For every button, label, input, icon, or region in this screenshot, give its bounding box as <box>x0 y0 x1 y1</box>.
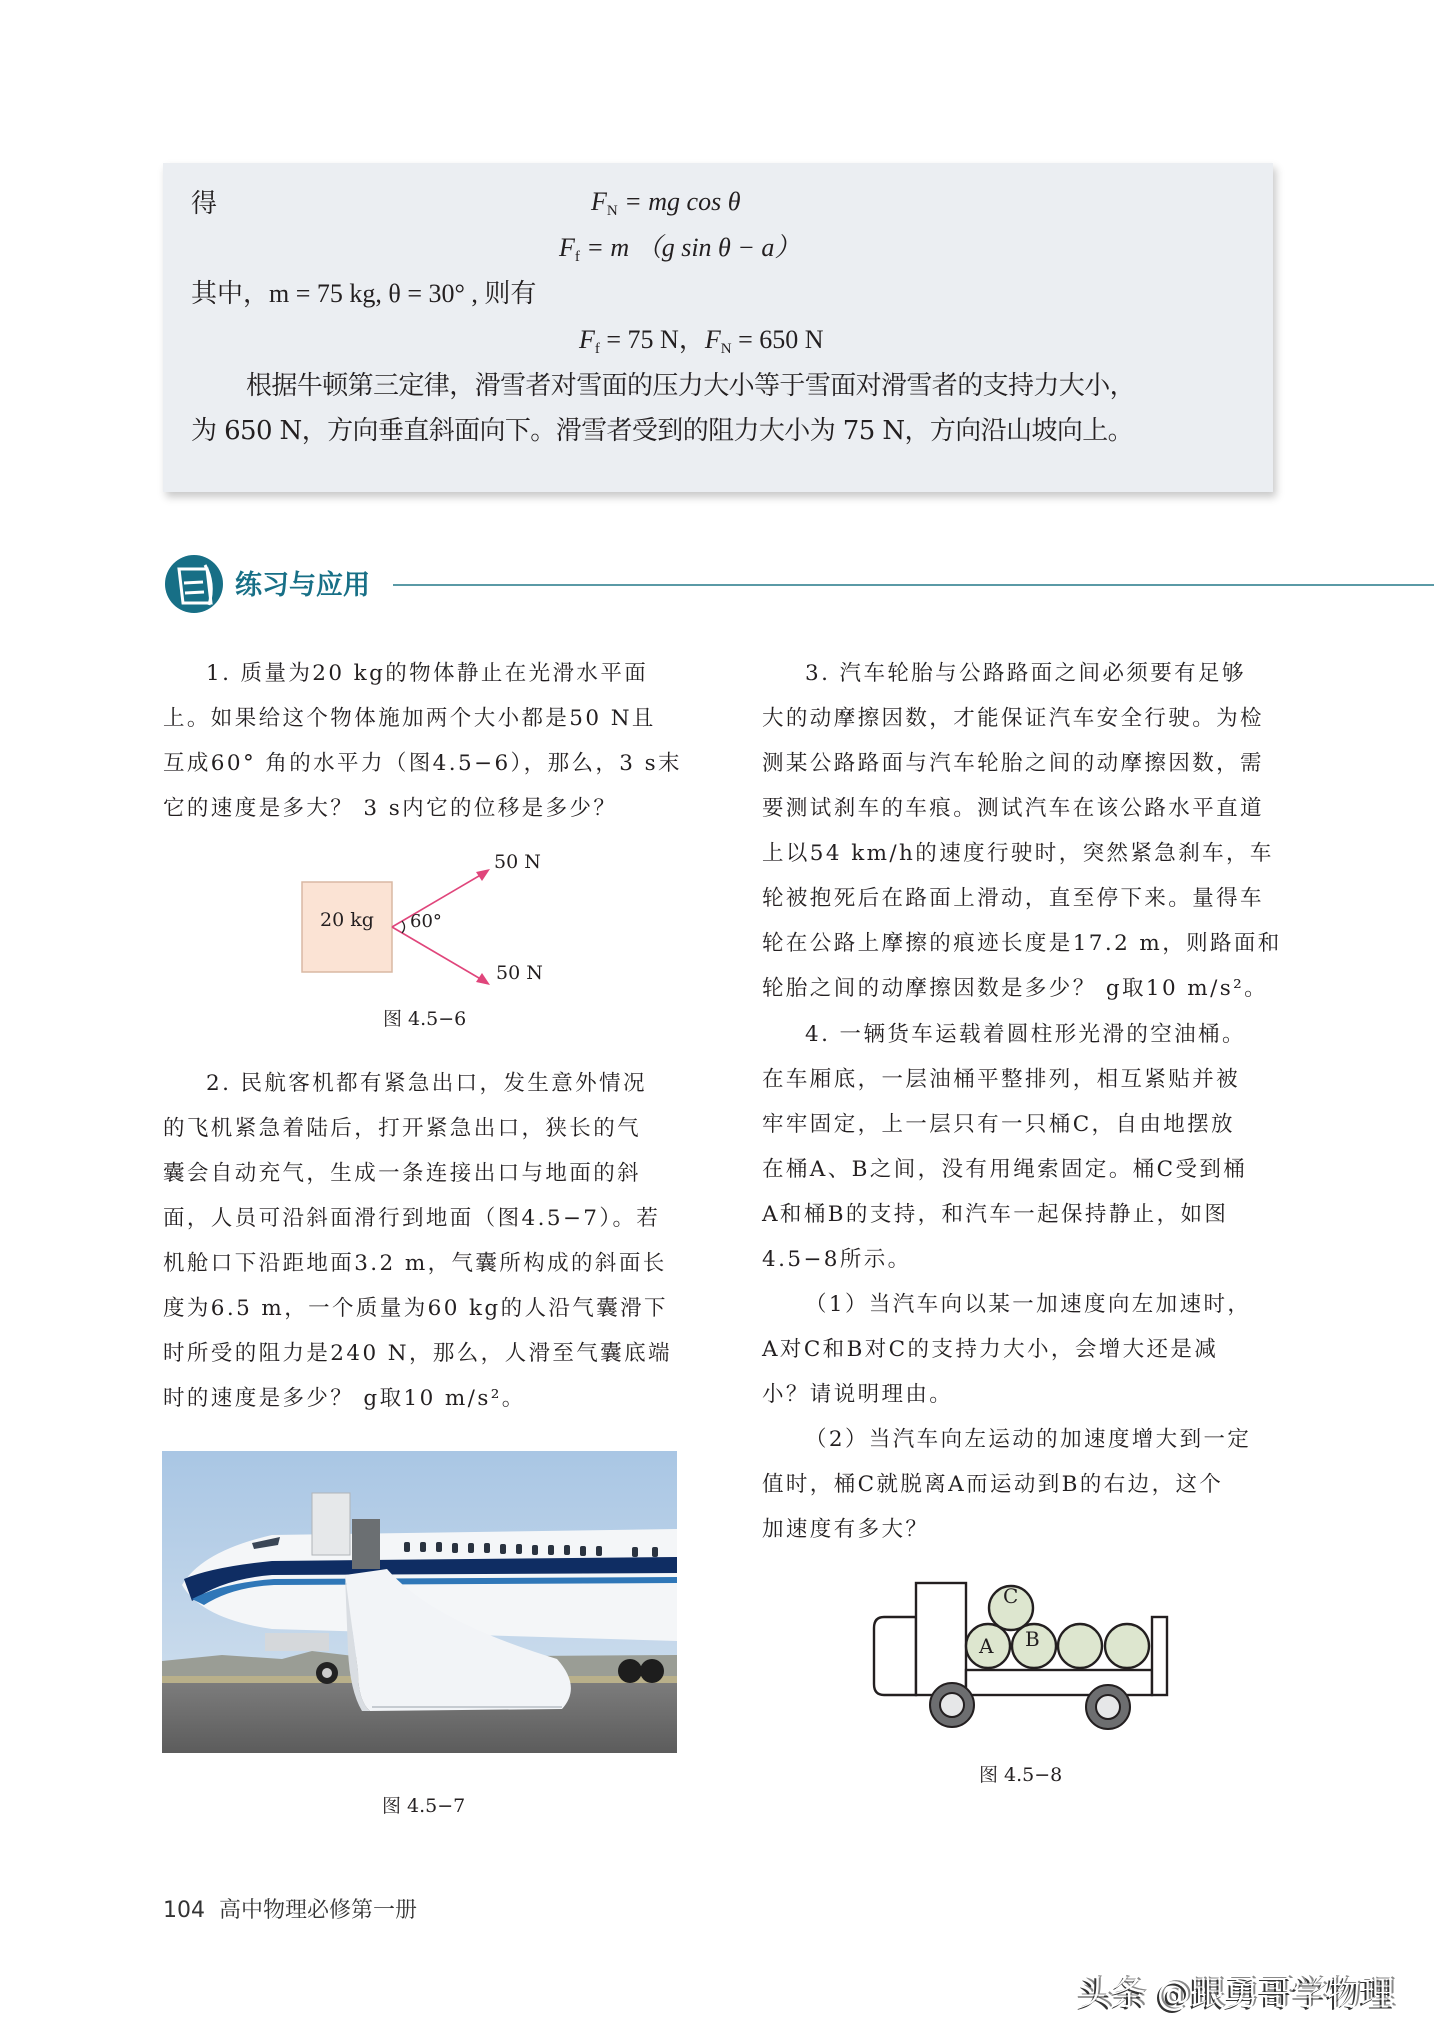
book-title: 高中物理必修第一册 <box>219 1898 418 1923</box>
problem-4-part-2: （2）当汽车向左运动的加速度增大到一定 值时，桶C就脱离A而运动到B的右边，这个 加速度有多大？ <box>762 1427 1252 1542</box>
barrel-b-label: B <box>1025 1627 1040 1651</box>
figure-4-5-7-airplane-slide-photo <box>162 1451 677 1753</box>
section-divider <box>393 584 1434 586</box>
left-column <box>163 651 682 831</box>
page-footer <box>163 1893 417 1924</box>
given-values: 其中，m = 75 kg, θ = 30° , 则有 <box>191 279 537 308</box>
problem-4: 4. 一辆货车运载着圆柱形光滑的空油桶。 在车厢底，一层油桶平整排列，相互紧贴并被 牢牢固定，上一层只有一只桶C，自由地摆放 在桶A、B之间，没有用绳索固定。桶C受到桶 A和桶B的支持，和汽车一起保持静止，如图 4.5−8所示。 （1）当汽车向以某一加速度向左加速时， A对C和B对C的支持力大小，会增大还是减 小？请说明理由。 （2）当汽车向左运动的加速度增大到一定 值时，桶C就脱离A而运动到B的右边，这个 加速度有多大？ <box>762 1012 1277 1552</box>
barrel-c-label: C <box>1003 1584 1019 1608</box>
watermark: 头条 @跟勇哥学物理 <box>1078 1974 1395 2014</box>
de-label: 得 <box>191 189 218 219</box>
example-solution-box <box>163 163 1273 492</box>
problem-2: 2. 民航客机都有紧急出口，发生意外情况 的飞机紧急着陆后，打开紧急出口，狭长的气 囊会自动充气，生成一条连接出口与地面的斜 面，人员可沿斜面滑行到地面（图4.5−7）。若 机舱口下沿距地面3.2 m，气囊所构成的斜面长 度为6.5 m，一个质量为60 kg的人沿气囊滑下 时所受的阻力是240 N，那么，人滑至气囊底端 时的速度是多少？ g取10 m/s²。 <box>163 1071 672 1411</box>
equation-friction-force: $F_f = m$ （g sin θ − a） <box>559 233 801 265</box>
notebook-icon <box>165 555 223 613</box>
figure-4-5-8-truck-diagram <box>866 1568 1178 1738</box>
section-title: 练习与应用 <box>235 570 370 601</box>
problem-3: 3. 汽车轮胎与公路路面之间必须要有足够 大的动摩擦因数，才能保证汽车安全行驶。为检 测某公路路面与汽车轮胎之间的动摩擦因数，需 要测试刹车的车痕。测试汽车在该公路水平直道 上以54 km/h的速度行驶时，突然紧急刹车，车 轮被抱死后在路面上滑动，直至停下来。量得车 轮在公路上摩擦的痕迹长度是17.2 m，则路面和 轮胎之间的动摩擦因数是多少？ g取10 m/s²。 <box>762 661 1282 1001</box>
conclusion-line-2: 为 650 N，方向垂直斜面向下。滑雪者受到的阻力大小为 75 N，方向沿山坡向上。 <box>191 416 1134 446</box>
page-number: 104 <box>163 1898 205 1923</box>
barrel-a-label: A <box>979 1634 994 1658</box>
problem-1: 1. 质量为20 kg的物体静止在光滑水平面 上。如果给这个物体施加两个大小都是50 N且 互成60° 角的水平力（图4.5−6），那么，3 s末 它的速度是多大？ 3 s内它的位移是多少？ <box>163 661 682 821</box>
equation-normal-force: $F_N$ = mg cos θ <box>591 187 741 219</box>
figure-4-5-6-caption: 图 4.5−6 <box>383 1008 467 1030</box>
problem-4-part-1: （1）当汽车向以某一加速度向左加速时， A对C和B对C的支持力大小，会增大还是减 小？请说明理由。 <box>762 1292 1252 1407</box>
angle-label: 60° <box>410 911 442 932</box>
result-values: $F_f = 75$ N，$F_N = 650$ N <box>579 325 824 357</box>
figure-4-5-7-caption: 图 4.5−7 <box>382 1795 466 1817</box>
conclusion-line-1: 根据牛顿第三定律，滑雪者对雪面的压力大小等于雪面对滑雪者的支持力大小， <box>246 371 1136 401</box>
force-bottom-label: 50 N <box>496 962 543 984</box>
figure-4-5-8-caption: 图 4.5−8 <box>979 1764 1063 1786</box>
mass-label: 20 kg <box>320 909 374 931</box>
force-top-label: 50 N <box>494 851 541 873</box>
